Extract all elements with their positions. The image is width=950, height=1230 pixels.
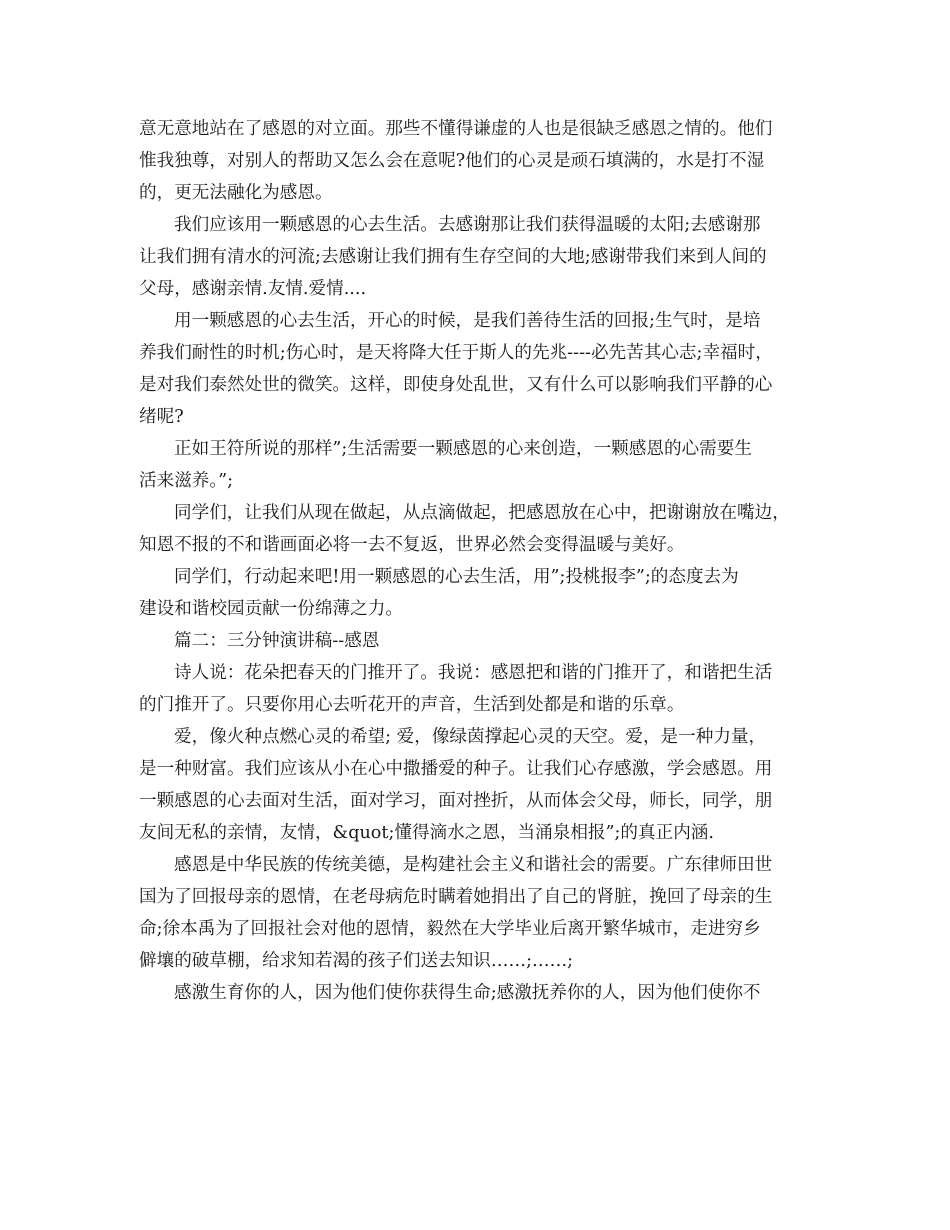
- text-line: 绪呢?: [139, 407, 184, 427]
- text-line: 父母，感谢亲情.友情.爱情....: [139, 279, 367, 299]
- text-line: 正如王符所说的那样”;生活需要一颗感恩的心来创造，一颗感恩的心需要生: [174, 439, 752, 459]
- text-line: 是对我们泰然处世的微笑。这样，即使身处乱世，又有什么可以影响我们平静的心: [139, 375, 773, 395]
- text-line: 篇二：三分钟演讲稿--感恩: [174, 631, 380, 651]
- text-line: 我们应该用一颗感恩的心去生活。去感谢那让我们获得温暖的太阳;去感谢那: [174, 215, 761, 235]
- text-line: 友间无私的亲情，友情，&quot;懂得滴水之恩，当涌泉相报”;的真正内涵.: [139, 823, 714, 843]
- text-line: 感激生育你的人，因为他们使你获得生命;感激抚养你的人，因为他们使你不: [174, 983, 761, 1003]
- text-line: 是一种财富。我们应该从小在心中撒播爱的种子。让我们心存感激，学会感恩。用: [139, 759, 773, 779]
- text-line: 惟我独尊，对别人的帮助又怎么会在意呢?他们的心灵是顽石填满的，水是打不湿: [139, 151, 765, 171]
- text-line: 国为了回报母亲的恩情，在老母病危时瞒着她捐出了自己的肾脏，挽回了母亲的生: [139, 887, 773, 907]
- text-line: 诗人说：花朵把春天的门推开了。我说：感恩把和谐的门推开了，和谐把生活: [174, 663, 773, 683]
- text-line: 感恩是中华民族的传统美德，是构建社会主义和谐社会的需要。广东律师田世: [174, 855, 773, 875]
- text-line: 同学们，让我们从现在做起，从点滴做起，把感恩放在心中，把谢谢放在嘴边，: [174, 503, 790, 523]
- text-line: 建设和谐校园贡献一份绵薄之力。: [139, 599, 403, 619]
- text-line: 用一颗感恩的心去生活，开心的时候，是我们善待生活的回报;生气时，是培: [174, 311, 761, 331]
- text-line: 一颗感恩的心去面对生活，面对学习，面对挫折，从而体会父母，师长，同学，朋: [139, 791, 773, 811]
- document-body: [139, 113, 829, 1009]
- text-line: 活来滋养。”;: [139, 471, 234, 491]
- text-line: 养我们耐性的时机;伤心时，是天将降大任于斯人的先兆----必先苦其心志;幸福时，: [139, 343, 773, 363]
- text-line: 命;徐本禹为了回报社会对他的恩情，毅然在大学毕业后离开繁华城市，走进穷乡: [139, 919, 761, 939]
- text-line: 同学们，行动起来吧!用一颗感恩的心去生活，用”;投桃报李”;的态度去为: [174, 567, 739, 587]
- text-line: 爱，像火种点燃心灵的希望; 爱，像绿茵撑起心灵的天空。爱，是一种力量，: [174, 727, 767, 747]
- text-line: 意无意地站在了感恩的对立面。那些不懂得谦虚的人也是很缺乏感恩之情的。他们: [139, 119, 773, 139]
- text-line: 僻壤的破草棚，给求知若渴的孩子们送去知识……;……;: [139, 951, 574, 971]
- text-line: 让我们拥有清水的河流;去感谢让我们拥有生存空间的大地;感谢带我们来到人间的: [139, 247, 767, 267]
- text-line: 的，更无法融化为感恩。: [139, 183, 333, 203]
- text-line: 知恩不报的不和谐画面必将一去不复返，世界必然会变得温暖与美好。: [139, 535, 685, 555]
- text-line: 的门推开了。只要你用心去听花开的声音，生活到处都是和谐的乐章。: [139, 695, 685, 715]
